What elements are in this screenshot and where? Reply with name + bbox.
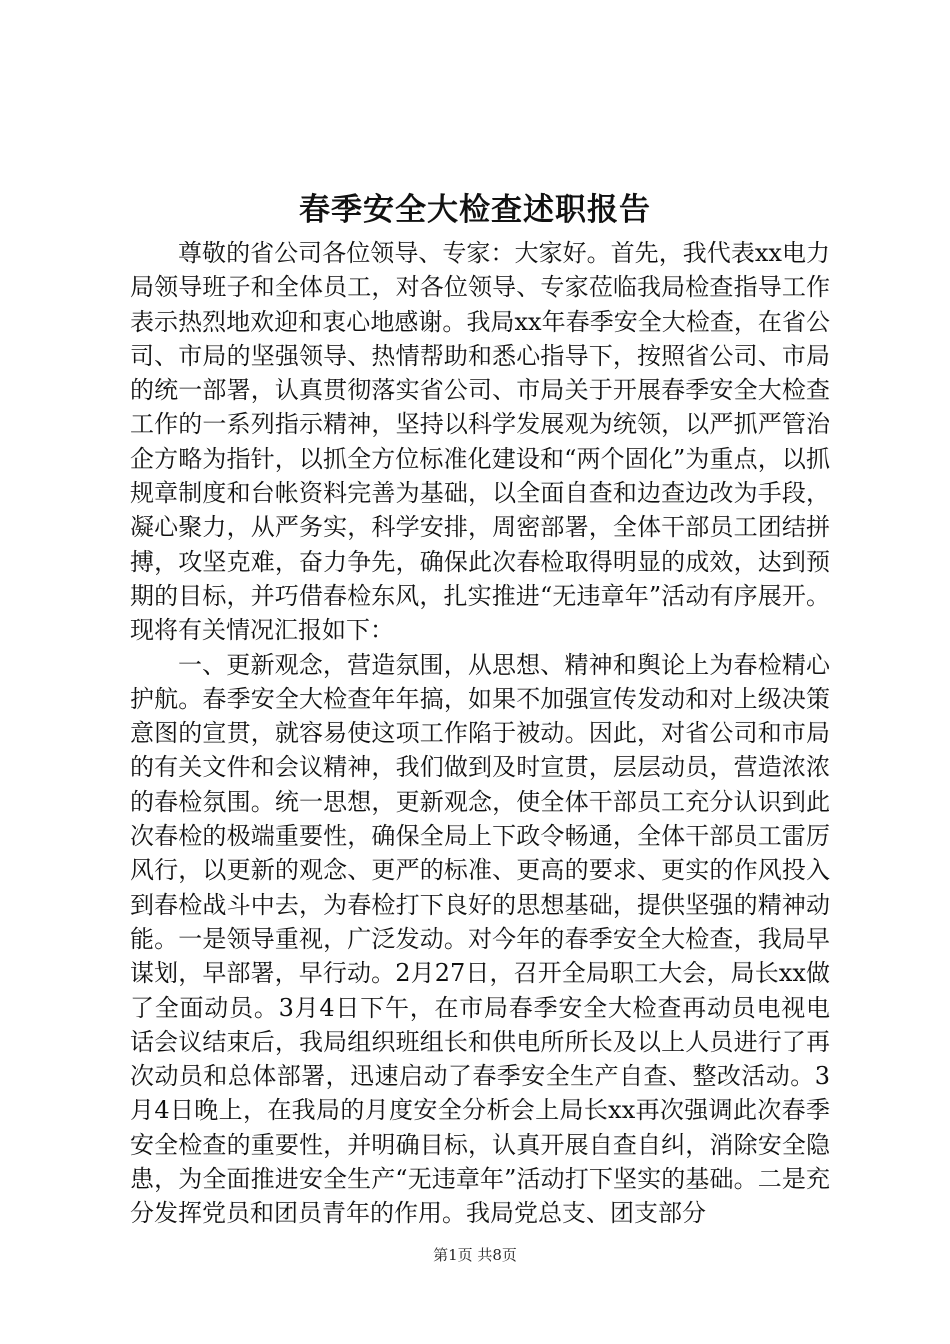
document-body [130, 236, 830, 1231]
paragraph-intro: 尊敬的省公司各位领导、专家：大家好。首先，我代表xx电力局领导班子和全体员工，对各位领导、专家莅临我局检查指导工作表示热烈地欢迎和衷心地感谢。我局xx年春季安全大检查，在省公司、市局的坚强领导、热情帮助和悉心指导下，按照省公司、市局的统一部署，认真贯彻落实省公司、市局关于开展春季安全大检查工作的一系列指示精神，坚持以科学发展观为统领，以严抓严管治企方略为指针，以抓全方位标准化建设和“两个固化”为重点，以抓规章制度和台帐资料完善为基础，以全面自查和边查边改为手段，凝心聚力，从严务实，科学安排，周密部署，全体干部员工团结拼搏，攻坚克难，奋力争先，确保此次春检取得明显的成效，达到预期的目标，并巧借春检东风，扎实推进“无违章年”活动有序展开。现将有关情况汇报如下： [130, 239, 830, 645]
document-title: 春季安全大检查述职报告 [299, 192, 651, 228]
page-number-footer: 第1页 共8页 [433, 1246, 517, 1264]
paragraph-section-one: 一、更新观念，营造氛围，从思想、精神和舆论上为春检精心护航。春季安全大检查年年搞，如果不加强宣传发动和对上级决策意图的宣贯，就容易使这项工作陷于被动。因此，对省公司和市局的有关文件和会议精神，我们做到及时宣贯，层层动员，营造浓浓的春检氛围。统一思想，更新观念，使全体干部员工充分认识到此次春检的极端重要性，确保全局上下政令畅通，全体干部员工雷厉风行，以更新的观念、更严的标准、更高的要求、更实的作风投入到春检战斗中去，为春检打下良好的思想基础，提供坚强的精神动能。一是领导重视，广泛发动。对今年的春季安全大检查，我局早谋划，早部署，早行动。2月27日，召开全局职工大会，局长xx做了全面动员。3月4日下午，在市局春季安全大检查再动员电视电话会议结束后，我局组织班组长和供电所所长及以上人员进行了再次动员和总体部署，迅速启动了春季安全生产自查、整改活动。3月4日晚上，在我局的月度安全分析会上局长xx再次强调此次春季安全检查的重要性，并明确目标，认真开展自查自纠，消除安全隐患，为全面推进安全生产“无违章年”活动打下坚实的基础。二是充分发挥党员和团员青年的作用。我局党总支、团支部分 [130, 650, 830, 1228]
